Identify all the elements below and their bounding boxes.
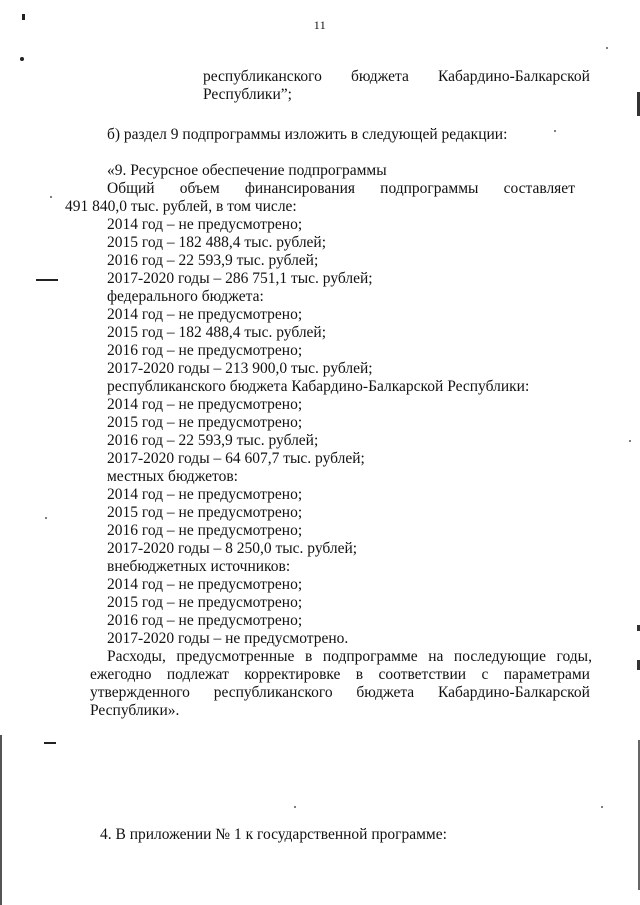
scan-speck — [294, 806, 296, 808]
funding-item: 2015 год – 182 488,4 тыс. рублей; — [107, 234, 327, 251]
scan-dash — [44, 742, 56, 744]
funding-source-heading: внебюджетных источников: — [107, 558, 291, 575]
closing-word: с — [481, 666, 489, 683]
closing-word: корректировке — [244, 666, 341, 683]
closing-word: предусмотренные — [176, 648, 295, 665]
page-number: 11 — [313, 18, 327, 32]
total-word: объем — [179, 180, 220, 197]
total-word: подпрограммы — [380, 180, 479, 197]
section-title: «9. Ресурсное обеспечение подпрограммы — [107, 162, 387, 179]
closing-word: в — [355, 666, 364, 683]
closing-line-1 — [107, 648, 592, 666]
intro-line-1 — [203, 68, 590, 86]
funding-item: 2017-2020 годы – 213 900,0 тыс. рублей; — [107, 360, 373, 377]
scan-speck — [606, 47, 608, 49]
scan-speck — [20, 57, 24, 61]
closing-word: подпрограмме — [322, 648, 418, 665]
funding-item: 2014 год – не предусмотрено; — [107, 306, 303, 323]
closing-word: на — [428, 648, 444, 665]
section-b-heading: б) раздел 9 подпрограммы изложить в следующей редакции: — [107, 126, 508, 143]
scan-edge — [0, 735, 2, 905]
closing-word: бюджета — [356, 684, 415, 701]
funding-item: 2016 год – 22 593,9 тыс. рублей; — [107, 252, 319, 269]
funding-item: 2016 год – не предусмотрено; — [107, 612, 303, 629]
closing-line-4: Республики». — [90, 702, 180, 719]
funding-item: 2016 год – не предусмотрено; — [107, 342, 303, 359]
funding-source-heading: федерального бюджета: — [107, 288, 264, 305]
total-word: финансирования — [244, 180, 356, 197]
scan-speck — [45, 517, 47, 519]
intro-word: республиканского — [203, 68, 322, 85]
closing-word: Расходы, — [107, 648, 166, 665]
closing-word: утвержденного — [90, 684, 190, 701]
funding-item: 2016 год – 22 593,9 тыс. рублей; — [107, 432, 319, 449]
funding-item: 2014 год – не предусмотрено; — [107, 486, 303, 503]
intro-word: бюджета — [351, 68, 409, 85]
funding-item: 2017-2020 годы – 286 751,1 тыс. рублей; — [107, 270, 373, 287]
scan-speck — [22, 14, 25, 20]
scan-speck — [554, 130, 556, 132]
closing-word: подлежат — [166, 666, 229, 683]
funding-item: 2015 год – не предусмотрено; — [107, 594, 303, 611]
intro-word: Кабардино-Балкарской — [438, 68, 590, 85]
funding-source-heading: местных бюджетов: — [107, 468, 238, 485]
scan-speck — [629, 440, 631, 442]
section-4-heading: 4. В приложении № 1 к государственной программе: — [100, 826, 447, 843]
funding-item: 2015 год – не предусмотрено; — [107, 414, 303, 431]
funding-item: 2017-2020 годы – 8 250,0 тыс. рублей; — [107, 540, 358, 557]
closing-word: ежегодно — [90, 666, 152, 683]
funding-item: 2014 год – не предусмотрено; — [107, 576, 303, 593]
funding-item: 2014 год – не предусмотрено; — [107, 396, 303, 413]
scan-speck — [601, 806, 603, 808]
total-line — [107, 180, 575, 198]
scan-speck — [50, 196, 52, 198]
funding-item: 2014 год – не предусмотрено; — [107, 216, 303, 233]
funding-item: 2016 год – не предусмотрено; — [107, 522, 303, 539]
total-line-continuation: 491 840,0 тыс. рублей, в том числе: — [65, 198, 297, 215]
funding-item: 2015 год – 182 488,4 тыс. рублей; — [107, 324, 327, 341]
closing-word: параметрами — [503, 666, 590, 683]
funding-item: 2017-2020 годы – 64 607,7 тыс. рублей; — [107, 450, 365, 467]
closing-word: годы, — [556, 648, 592, 665]
total-word: составляет — [503, 180, 575, 197]
closing-word: Кабардино-Балкарской — [438, 684, 590, 701]
funding-source-heading: республиканского бюджета Кабардино-Балкарской Республики: — [107, 378, 530, 395]
funding-item: 2015 год – не предусмотрено; — [107, 504, 303, 521]
scan-dash — [36, 279, 58, 281]
closing-line-3 — [90, 684, 590, 702]
closing-word: последующие — [453, 648, 546, 665]
funding-item: 2017-2020 годы – не предусмотрено. — [107, 630, 349, 647]
total-word: Общий — [107, 180, 155, 197]
intro-line-2: Республики”; — [203, 86, 292, 103]
closing-word: соответствии — [378, 666, 467, 683]
closing-line-2 — [90, 666, 590, 684]
closing-word: в — [305, 648, 313, 665]
closing-word: республиканского — [213, 684, 333, 701]
